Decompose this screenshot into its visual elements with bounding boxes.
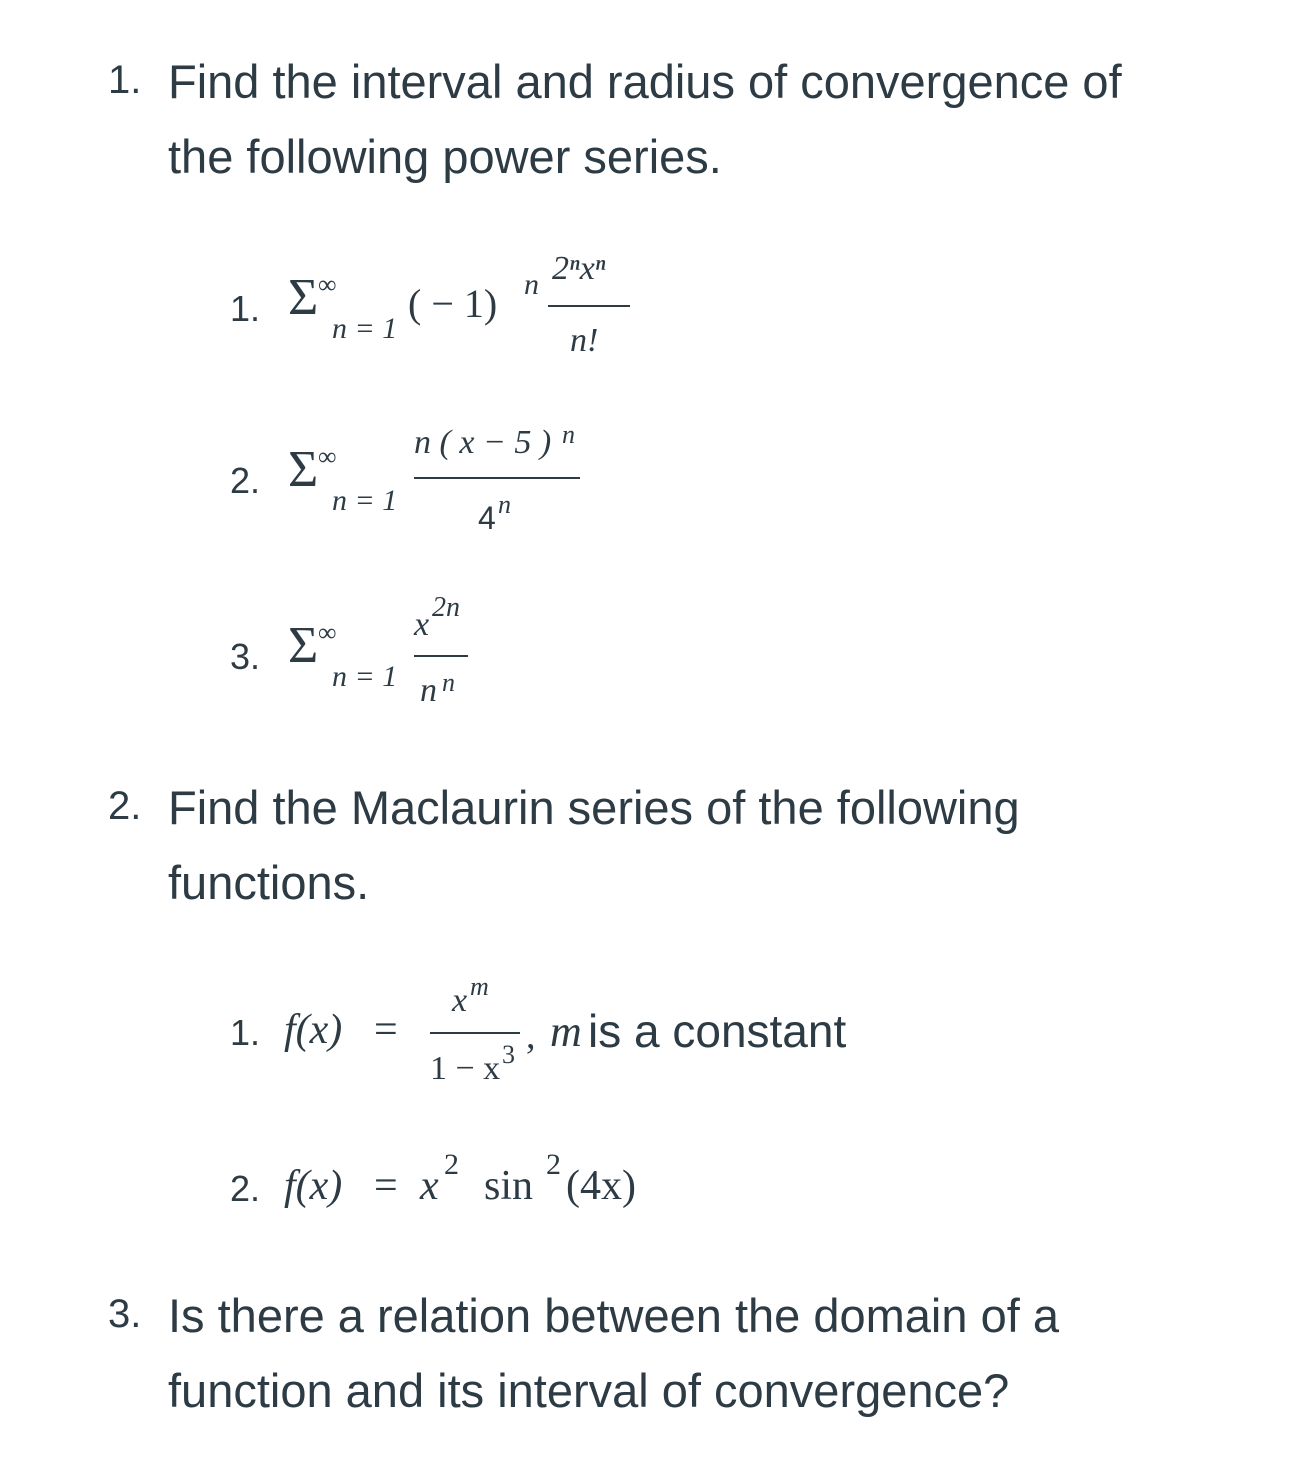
question-3-number: 3. bbox=[108, 1292, 142, 1336]
sum-upper-limit: ∞ bbox=[318, 270, 337, 299]
fraction-numerator: x bbox=[414, 606, 430, 643]
denominator-exponent: 3 bbox=[502, 1040, 515, 1069]
item-number: 2. bbox=[230, 1168, 261, 1209]
denominator-exponent: n bbox=[442, 668, 455, 697]
fraction-denominator: n! bbox=[570, 322, 599, 359]
comma: , bbox=[526, 1015, 536, 1057]
item-number: 1. bbox=[230, 288, 261, 329]
function-lhs: f(x) bbox=[284, 1007, 343, 1053]
question-3-line-1: Is there a relation between the domain of a bbox=[168, 1289, 1059, 1342]
fraction-numerator: x bbox=[452, 982, 468, 1019]
sum-lower-limit: n = 1 bbox=[332, 660, 398, 693]
question-2-line-2: functions. bbox=[168, 856, 370, 909]
fraction-denominator: 1 − x bbox=[430, 1050, 501, 1087]
base-exponent: 2 bbox=[444, 1148, 459, 1181]
sine-exponent: 2 bbox=[546, 1148, 561, 1181]
sigma-symbol: Σ bbox=[288, 441, 319, 498]
numerator-exponent: n bbox=[562, 420, 575, 449]
function-lhs: f(x) bbox=[284, 1163, 343, 1209]
question-1-number: 1. bbox=[108, 58, 142, 102]
fraction-numerator: n ( x − 5 ) bbox=[414, 424, 552, 461]
fraction-numerator: 2ⁿxⁿ bbox=[552, 250, 606, 287]
denominator-exponent: n bbox=[498, 490, 511, 519]
equals-sign: = bbox=[374, 1007, 398, 1053]
question-1-line-2: the following power series. bbox=[168, 130, 722, 183]
sigma-symbol: Σ bbox=[288, 269, 319, 326]
sum-upper-limit: ∞ bbox=[318, 618, 337, 647]
sine-argument: (4x) bbox=[566, 1163, 636, 1209]
numerator-exponent: m bbox=[470, 972, 489, 1001]
item-number: 3. bbox=[230, 636, 261, 677]
sigma-symbol: Σ bbox=[288, 617, 319, 674]
alternating-factor: ( − 1) bbox=[408, 281, 498, 326]
question-2-number: 2. bbox=[108, 784, 142, 828]
question-3-line-2: function and its interval of convergence? bbox=[168, 1364, 1010, 1417]
base-variable: x bbox=[420, 1163, 439, 1209]
question-1-line-1: Find the interval and radius of convergence of bbox=[168, 55, 1122, 108]
constant-note: is a constant bbox=[588, 1005, 847, 1057]
question-2-line-1: Find the Maclaurin series of the following bbox=[168, 781, 1020, 834]
fraction-bar bbox=[430, 1032, 520, 1034]
alternating-exponent: n bbox=[524, 268, 539, 301]
fraction-denominator: n bbox=[420, 672, 437, 709]
fraction-denominator: 4 bbox=[478, 500, 496, 536]
numerator-exponent: 2n bbox=[432, 592, 460, 623]
sum-lower-limit: n = 1 bbox=[332, 312, 398, 345]
fraction-bar bbox=[414, 477, 580, 479]
sine-function: sin bbox=[484, 1163, 534, 1209]
fraction-bar bbox=[548, 305, 630, 307]
sum-upper-limit: ∞ bbox=[318, 442, 337, 471]
item-number: 1. bbox=[230, 1012, 261, 1053]
item-number: 2. bbox=[230, 460, 261, 501]
fraction-bar bbox=[414, 655, 468, 657]
equals-sign: = bbox=[374, 1163, 398, 1209]
sum-lower-limit: n = 1 bbox=[332, 484, 398, 517]
constant-variable: m bbox=[550, 1007, 582, 1056]
